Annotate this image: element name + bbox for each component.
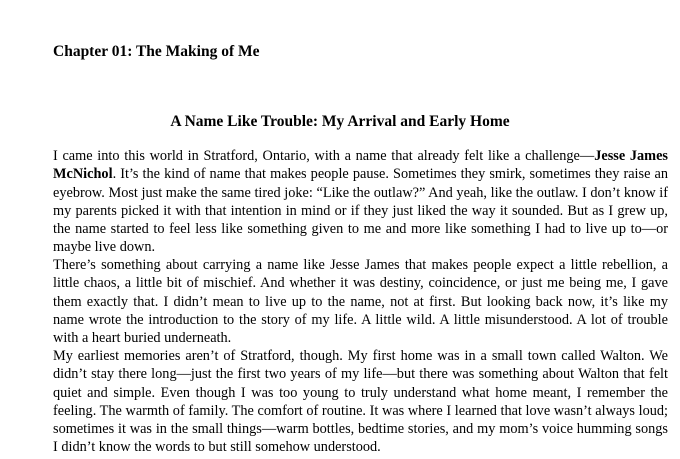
paragraph-1 [53,147,668,257]
paragraph-1-text-start: I came into this world in Stratford, Ontario, with a name that already felt like a challenge— [53,148,595,164]
section-heading: A Name Like Trouble: My Arrival and Early Home [170,113,510,130]
paragraph-3: My earliest memories aren’t of Stratford, though. My first home was in a small town called Walton. We didn’t stay there long—just the first two years of my life—but there was something about Walton that felt quiet and simple. Even though I was too young to truly understand what home meant, I remember the feeling. The warmth of family. The comfort of routine. It was where I learned that love wasn’t always loud; sometimes it was in the small things—warm bottles, bedtime stories, and my mom’s voice humming songs I didn’t know the words to but still somehow understood. [53,348,668,456]
chapter-title: Chapter 01: The Making of Me [53,43,260,60]
paragraph-2: There’s something about carrying a name like Jesse James that makes people expect a little rebellion, a little chaos, a little bit of mischief. And whether it was destiny, coincidence, or just me being me, I gave them exactly that. I didn’t mean to live up to the name, not at first. But looking back now, it’s like my name wrote the introduction to the story of my life. A little wild. A little misunderstood. A lot of trouble with a heart buried underneath. [53,257,668,347]
paragraph-1-bold-name: Jesse James McNichol [53,148,668,183]
paragraph-1-text-end: . It’s the kind of name that makes people pause. Sometimes they smirk, sometimes they raise an eyebrow. Most just make the same tired joke: “Like the outlaw?” And yeah, like the outlaw. I don’t know if my parents picked it with that intention in mind or if they just liked the way it sounded. But as I grew up, the name started to feel less like something given to me and more like something I had to live up to—or maybe live down. [53,166,668,256]
